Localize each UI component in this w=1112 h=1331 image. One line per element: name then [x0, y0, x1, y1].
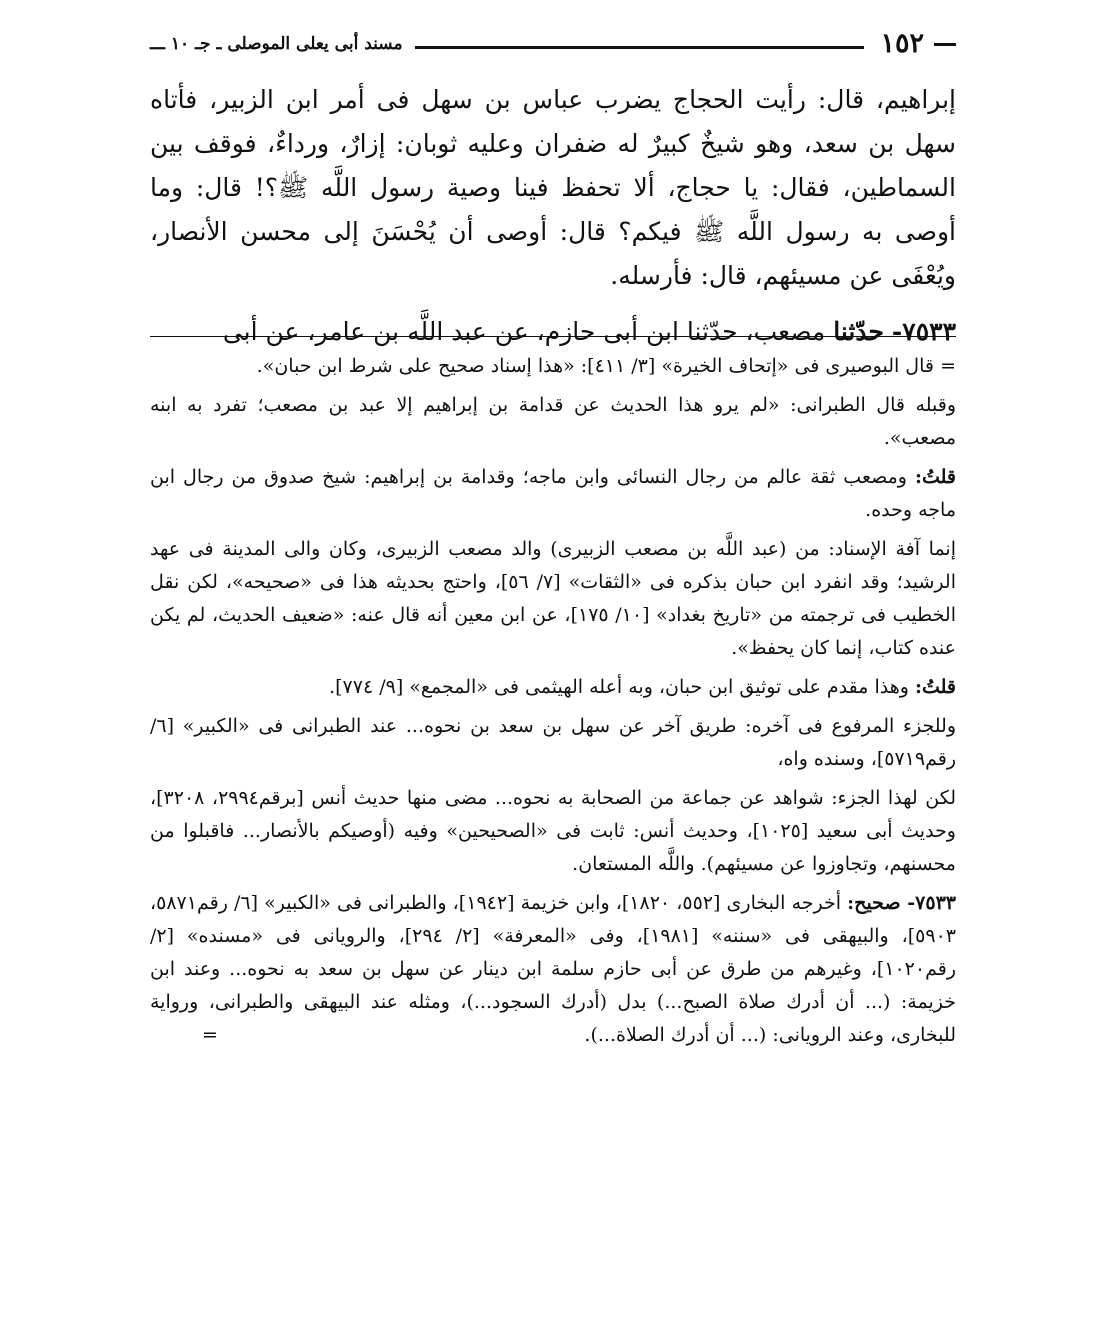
footnote-text: وهذا مقدم على توثيق ابن حبان، وبه أعله الهيثمى فى «المجمع» [٩/ ٧٧٤].	[329, 676, 909, 698]
footnote-paragraph: وللجزء المرفوع فى آخره: طريق آخر عن سهل بن سعد بن نحوه... عند الطبرانى فى «الكبير» [٦/ رقم٥٧١٩]، وسنده واه،	[150, 715, 956, 770]
footnote-paragraph: إنما آفة الإسناد: من (عبد اللَّه بن مصعب الزبيرى) والد مصعب الزبيرى، وكان والى المدينة فى عهد الرشيد؛ وقد انفرد ابن حبان بذكره فى «الثقات» [٧/ ٥٦]، واحتج بحديثه هذا فى «صحيحه»، لكن نقل الخطيب فى ترجمته من «تاريخ بغداد» [١٠/ ١٧٥]، عن ابن معين أنه قال عنه: «ضعيف الحديث، لم يكن عنده كتاب، إنما كان يحفظ».	[150, 538, 956, 659]
hadith-7533	[150, 310, 956, 354]
hadith-number: ٧٥٣٣-	[891, 317, 956, 346]
continuation-mark: =	[940, 355, 956, 377]
footnote-paragraph	[150, 887, 956, 1052]
footnotes	[150, 350, 956, 1058]
hadith-text: مصعب، حدّثنا ابن أبى حازم، عن عبد اللَّه بن عامر، عن أبى	[222, 317, 826, 346]
main-paragraph: إبراهيم، قال: رأيت الحجاج يضرب عباس بن سهل فى أمر ابن الزبير، فأتاه سهل بن سعد، وهو شيخٌ كبيرٌ له ضفران وعليه ثوبان: إزارٌ، ورداءٌ، فوقف بين السماطين، فقال: يا حجاج، ألا تحفظ فينا وصية رسول اللَّه ﷺ؟! قال: وما أوصى به رسول اللَّه ﷺ فيكم؟ قال: أوصى أن يُحْسَنَ إلى محسن الأنصار، ويُعْفَى عن مسيئهم، قال: فأرسله.	[150, 85, 956, 290]
header-rule	[415, 46, 864, 49]
footnote-text: أخرجه البخارى [٥٥٢، ١٨٢٠]، وابن خزيمة [١٩٤٢]، والطبرانى فى «الكبير» [٦/ رقم٥٨٧١، ٥٩٠٣]، والبيهقى فى «سننه» [١٩٨١]، وفى «المعرفة» [٢/ ٢٩٤]، والرويانى فى «مسنده» [٢/ رقم١٠٢٠]، وغيرهم من طرق عن أبى حازم سلمة ابن دينار عن سهل بن سعد به نحوه... وعند ابن خزيمة: (... أن أدرك صلاة الصبح...) بدل (أدرك السجود...)، ومثله عند البيهقى والطبرانى، ورواية للبخارى، وعند الرويانى: (... أن أدرك الصلاة...).	[150, 892, 956, 1046]
footnote-text: قال البوصيرى فى «إتحاف الخيرة» [٣/ ٤١١]: «هذا إسناد صحيح على شرط ابن حبان».	[256, 355, 934, 377]
main-text	[150, 78, 956, 354]
footnote-paragraph	[150, 671, 956, 704]
page-number: ١٥٢	[880, 28, 956, 59]
footnote-paragraph: وقبله قال الطبرانى: «لم يرو هذا الحديث عن قدامة بن إبراهيم إلا عبد بن مصعب؛ تفرد به ابنه مصعب».	[150, 394, 956, 449]
note-label: قلتُ:	[914, 466, 957, 488]
hadith-opening: حدّثنا	[833, 317, 884, 346]
running-title: مسند أبى يعلى الموصلى ـ جـ ١٠ ـــ	[150, 34, 403, 54]
footnote-paragraph	[150, 461, 956, 527]
note-label: ٧٥٣٣- صحيح:	[847, 892, 956, 914]
footnote-text: ومصعب ثقة عالم من رجال النسائى وابن ماجه؛ وقدامة بن إبراهيم: شيخ صدوق من رجال ابن ماجه وحده.	[150, 466, 956, 521]
note-label: قلتُ:	[914, 676, 956, 698]
running-header	[150, 26, 956, 66]
footnote-paragraph	[150, 350, 956, 383]
footnote-separator	[150, 336, 956, 337]
footnote-paragraph: لكن لهذا الجزء: شواهد عن جماعة من الصحابة به نحوه... مضى منها حديث أنس [برقم٢٩٩٤، ٣٢٠٨]، وحديث أبى سعيد [١٠٢٥]، وحديث أنس: ثابت فى «الصحيحين» وفيه (أوصيكم بالأنصار... فاقبلوا من محسنهم، وتجاوزوا عن مسيئهم). واللَّه المستعان.	[150, 787, 957, 875]
continuation-mark: =	[202, 1024, 218, 1046]
